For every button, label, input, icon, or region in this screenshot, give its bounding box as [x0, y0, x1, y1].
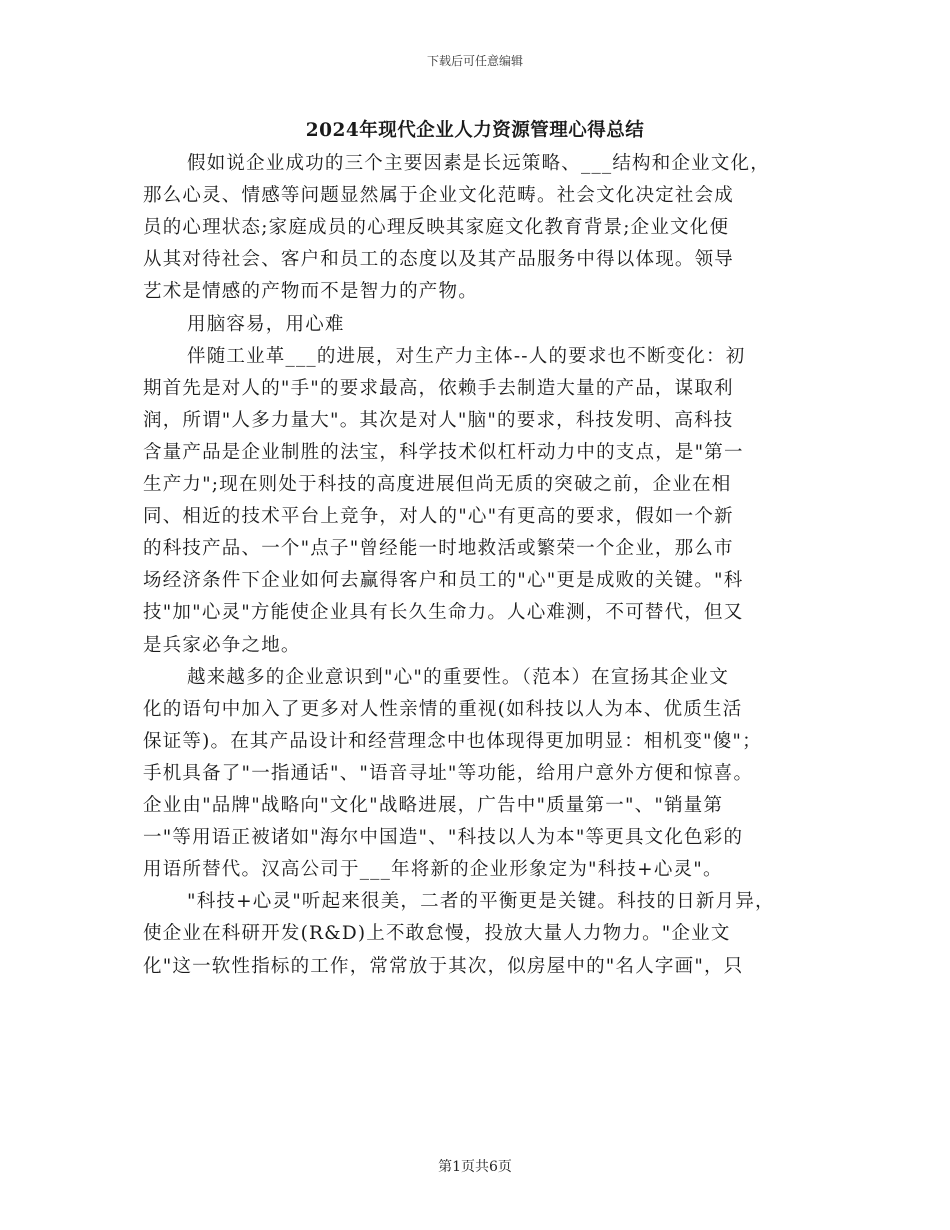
text-line: 用语所替代。汉高公司于___年将新的企业形象定为"科技+心灵"。 [143, 859, 723, 881]
text-line: 一"等用语正被诸如"海尔中国造"、"科技以人为本"等更具文化色彩的 [143, 827, 744, 849]
text-line: 保证等)。在其产品设计和经营理念中也体现得更加明显：相机变"傻"； [143, 730, 762, 752]
text-line: 期首先是对人的"手"的要求最高，依赖手去制造大量的产品，谋取利 [143, 377, 734, 399]
text-line: 伴随工业革___的进展，对生产力主体--人的要求也不断变化：初 [187, 345, 746, 367]
text-line: 含量产品是企业制胜的法宝，科学技术似杠杆动力中的支点，是"第一 [143, 441, 744, 463]
text-line: 员的心理状态;家庭成员的心理反映其家庭文化教育背景;企业文化便 [143, 217, 730, 239]
text-line: 那么心灵、情感等问题显然属于企业文化范畴。社会文化决定社会成 [143, 185, 735, 207]
text-line: 使企业在科研开发(R&D)上不敢怠慢，投放大量人力物力。"企业文 [143, 923, 731, 945]
text-line: 企业由"品牌"战略向"文化"战略进展，广告中"质量第一"、"销量第 [143, 795, 724, 816]
text-line: 艺术是情感的产物而不是智力的产物。 [143, 281, 478, 303]
text-line: 手机具备了"一指通话"、"语音寻址"等功能，给用户意外方便和惊喜。 [143, 762, 754, 784]
text-line: 越来越多的企业意识到"心"的重要性。（范本）在宣扬其企业文 [187, 666, 730, 688]
text-line: 假如说企业成功的三个主要因素是长远策略、___结构和企业文化， [187, 153, 770, 174]
text-line: "科技+心灵"听起来很美，二者的平衡更是关键。科技的日新月异， [187, 891, 775, 913]
text-line: 是兵家必争之地。 [143, 634, 301, 656]
document-title: 2024年现代企业人力资源管理心得总结 [305, 120, 645, 141]
text-line: 润，所谓"人多力量大"。其次是对人"脑"的要求，科技发明、高科技 [143, 409, 734, 431]
text-line: 生产力";现在则处于科技的高度进展但尚无质的突破之前，企业在相 [143, 474, 732, 495]
text-line: 化"这一软性指标的工作，常常放于其次，似房屋中的"名人字画"，只 [143, 955, 744, 977]
text-line: 同、相近的技术平台上竞争，对人的"心"有更高的要求，假如一个新 [143, 506, 734, 528]
page-indicator: 第1页共6页 [438, 1159, 512, 1175]
text-line: 的科技产品、一个"点子"曾经能一时地救活或繁荣一个企业，那么市 [143, 538, 734, 560]
text-line: 从其对待社会、客户和员工的态度以及其产品服务中得以体现。领导 [143, 249, 735, 271]
text-line: 用脑容易，用心难 [187, 313, 345, 335]
text-line: 化的语句中加入了更多对人性亲情的重视(如科技以人为本、优质生活 [143, 698, 743, 720]
text-line: 技"加"心灵"方能使企业具有长久生命力。人心难测，不可替代，但又 [143, 602, 744, 624]
header-note: 下载后可任意编辑 [426, 54, 523, 68]
text-line: 场经济条件下企业如何去赢得客户和员工的"心"更是成败的关键。"科 [143, 570, 744, 592]
